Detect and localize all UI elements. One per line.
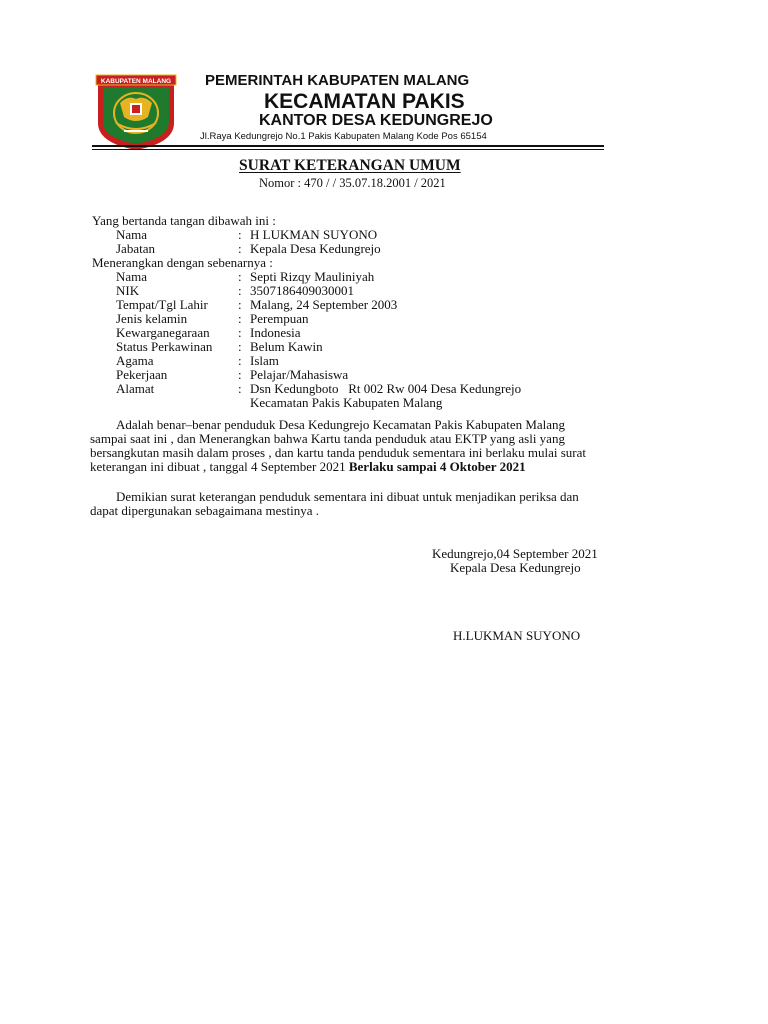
header-rule-thick — [92, 145, 604, 147]
field-label: Pekerjaan — [116, 367, 168, 382]
signature-place-date: Kedungrejo,04 September 2021 — [432, 546, 598, 561]
letter-title: SURAT KETERANGAN UMUM — [239, 157, 461, 174]
resident-name: Septi Rizqy Mauliniyah — [250, 269, 375, 284]
resident-occupation: Pelajar/Mahasiswa — [250, 367, 349, 382]
field-label: Nama — [116, 227, 148, 242]
header-office: KANTOR DESA KEDUNGREJO — [259, 112, 493, 129]
field-label: Nama — [116, 269, 148, 284]
header-government: PEMERINTAH KABUPATEN MALANG — [205, 72, 470, 89]
intro-statement: Menerangkan dengan sebenarnya : — [92, 255, 273, 270]
signer-name: H LUKMAN SUYONO — [250, 227, 378, 242]
body-paragraph-2-line: Demikian surat keterangan penduduk sementara ini dibuat untuk menjadikan periksa dan — [116, 489, 579, 504]
field-colon: : — [238, 381, 242, 396]
svg-text:KABUPATEN MALANG: KABUPATEN MALANG — [100, 78, 172, 85]
resident-marital-status: Belum Kawin — [250, 339, 323, 354]
resident-religion: Islam — [250, 353, 279, 368]
body-paragraph-1-line: sampai saat ini , dan Menerangkan bahwa Kartu tanda penduduk atau EKTP yang asli yang — [90, 431, 565, 446]
signature-name: H.LUKMAN SUYONO — [453, 628, 581, 643]
field-label: Kewarganegaraan — [116, 325, 210, 340]
signature-position: Kepala Desa Kedungrejo — [450, 560, 581, 575]
intro-signer: Yang bertanda tangan dibawah ini : — [92, 213, 276, 228]
body-text: keterangan ini dibuat , tanggal 4 September 2021 — [90, 459, 349, 474]
field-colon: : — [238, 227, 242, 242]
field-colon: : — [238, 241, 242, 256]
field-label: Alamat — [116, 381, 155, 396]
field-label: Jenis kelamin — [116, 311, 188, 326]
body-paragraph-1-line — [90, 460, 526, 474]
header-address: Jl.Raya Kedungrejo No.1 Pakis Kabupaten Malang Kode Pos 65154 — [200, 131, 487, 142]
field-colon: : — [238, 325, 242, 340]
field-colon: : — [238, 339, 242, 354]
field-label: Jabatan — [116, 241, 155, 256]
signer-position: Kepala Desa Kedungrejo — [250, 241, 381, 256]
validity-text: Berlaku sampai 4 Oktober 2021 — [348, 459, 526, 474]
resident-birth: Malang, 24 September 2003 — [250, 297, 398, 312]
letter-number: Nomor : 470 / / 35.07.18.2001 / 2021 — [259, 176, 446, 190]
resident-address: Dsn Kedungboto Rt 002 Rw 004 Desa Kedungrejo — [250, 381, 522, 396]
field-colon: : — [238, 269, 242, 284]
field-label: Tempat/Tgl Lahir — [116, 297, 208, 312]
field-colon: : — [238, 283, 242, 298]
field-label: Agama — [116, 353, 154, 368]
field-colon: : — [238, 353, 242, 368]
body-paragraph-2-line: dapat dipergunakan sebagaimana mestinya . — [90, 503, 319, 518]
kabupaten-malang-logo — [94, 73, 178, 151]
field-colon: : — [238, 367, 242, 382]
body-paragraph-1-line: bersangkutan masih dalam proses , dan kartu tanda penduduk sementara ini berlaku mulai surat — [90, 445, 587, 460]
body-paragraph-1-line: Adalah benar–benar penduduk Desa Kedungrejo Kecamatan Pakis Kabupaten Malang — [116, 417, 566, 432]
header-rule-thin — [92, 149, 604, 150]
field-label: NIK — [116, 283, 140, 298]
field-colon: : — [238, 311, 242, 326]
resident-nik: 3507186409030001 — [250, 283, 354, 298]
field-colon: : — [238, 297, 242, 312]
resident-gender: Perempuan — [250, 311, 309, 326]
resident-address-line2: Kecamatan Pakis Kabupaten Malang — [250, 395, 443, 410]
header-kecamatan: KECAMATAN PAKIS — [264, 90, 465, 113]
resident-nationality: Indonesia — [250, 325, 301, 340]
field-label: Status Perkawinan — [116, 339, 213, 354]
